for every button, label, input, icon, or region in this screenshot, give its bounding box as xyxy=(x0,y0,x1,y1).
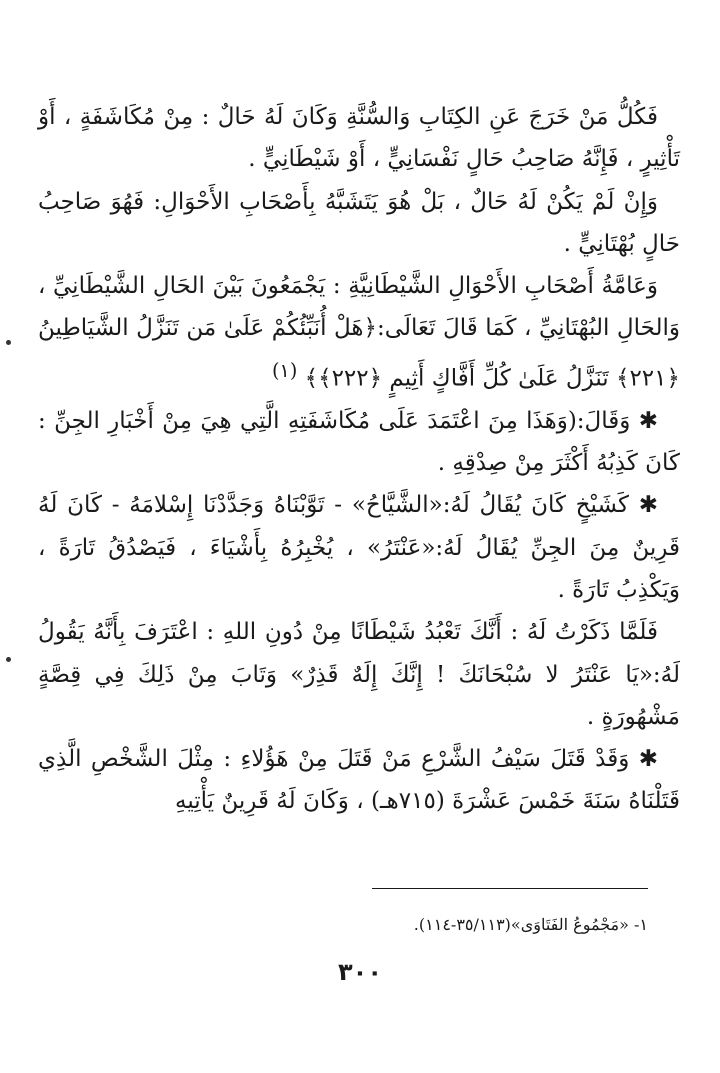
paragraph-7 xyxy=(38,738,680,823)
paragraph-4 xyxy=(38,400,680,485)
paragraph-5 xyxy=(38,484,680,611)
footnote: ١- «مَجْمُوعُ الفَتَاوَى»(٣٥/١١٣-١١٤). xyxy=(413,915,648,934)
paragraph-4-text: وَقَالَ:(وَهَذَا مِنَ اعْتَمَدَ عَلَى مُكَاشَفَتِهِ الَّتِي هِيَ مِنْ أَخْبَارِ الجِنِّ : كَانَ كَذِبُهُ أَكْثَرَ مِنْ صِدْقِهِ . xyxy=(38,407,680,477)
paragraph-6 xyxy=(38,611,680,738)
page-number: ٣٠٠ xyxy=(338,958,382,986)
paragraph-7-text: وَقَدْ قَتَلَ سَيْفُ الشَّرْعِ مَنْ قَتَلَ مِنْ هَؤُلاءِ : مِثْلَ الشَّخْصِ الَّذِي قَتَلْنَاهُ سَنَةَ خَمْسَ عَشْرَةَ (٧١٥هـ) ، وَكَانَ لَهُ قَرِينٌ يَأْتِيهِ xyxy=(38,746,680,815)
star-bullet-icon: ✱ xyxy=(638,407,659,434)
margin-mark-icon xyxy=(6,657,11,662)
footnote-marker: (١) xyxy=(272,358,298,382)
footnote-divider xyxy=(372,888,648,889)
paragraph-3 xyxy=(38,265,680,400)
paragraph-1-text: فَكُلُّ مَنْ خَرَجَ عَنِ الكِتَابِ وَالسُّنَّةِ وَكَانَ لَهُ حَالٌ : مِنْ مُكَاشَفَةٍ ، أَوْ تَأْثِيرٍ ، فَإِنَّهُ صَاحِبُ حَالٍ نَفْسَانِيٍّ ، أَوْ شَيْطَانِيٍّ . xyxy=(38,104,680,173)
paragraph-1 xyxy=(38,96,680,181)
paragraph-2-text: وَإِنْ لَمْ يَكُنْ لَهُ حَالٌ ، بَلْ هُوَ يَتَشَبَّهُ بِأَصْحَابِ الأَحْوَالِ: فَهُوَ صَاحِبُ حَالٍ بُهْتَانِيٍّ . xyxy=(38,188,680,257)
paragraph-2 xyxy=(38,181,680,266)
paragraph-6-text: فَلَمَّا ذَكَرْتُ لَهُ : أَنَّكَ تَعْبُدُ شَيْطَانًا مِنْ دُونِ اللهِ : اعْتَرَفَ بِأَنَّهُ يَقُولُ لَهُ:«يَا عَنْتَرُ لا سُبْحَانَكَ ! إِنَّكَ إِلَهٌ قَذِرٌ» وَتَابَ مِنْ ذَلِكَ فِي قِصَّةٍ مَشْهُورَةٍ . xyxy=(38,619,680,730)
main-text xyxy=(38,96,680,823)
star-bullet-icon: ✱ xyxy=(638,492,658,519)
margin-mark-icon xyxy=(6,340,11,345)
paragraph-3-text: وَعَامَّةُ أَصْحَابِ الأَحْوَالِ الشَّيْطَانِيَّةِ : يَجْمَعُونَ بَيْنَ الحَالِ الشَّيْطَانِيِّ ، وَالحَالِ البُهْتَانِيِّ ، كَمَا قَالَ تَعَالَى:﴿هَلْ أُنَبِّئُكُمْ عَلَىٰ مَن تَنَزَّلُ الشَّيَاطِينُ ﴿٢٢١﴾ تَنَزَّلُ عَلَىٰ كُلِّ أَفَّاكٍ أَثِيمٍ ﴿٢٢٢﴾﴾ xyxy=(38,273,680,392)
paragraph-5-text: كَشَيْخٍ كَانَ يُقَالُ لَهُ:«الشَّيَّاحُ» - تَوَّبْنَاهُ وَجَدَّدْنَا إِسْلامَهُ - كَانَ لَهُ قَرِينٌ مِنَ الجِنِّ يُقَالُ لَهُ:«عَنْتَرُ» ، يُخْبِرُهُ بِأَشْيَاءَ ، فَيَصْدُقُ تَارَةً ، وَيَكْذِبُ تَارَةً . xyxy=(38,492,680,603)
star-bullet-icon: ✱ xyxy=(638,746,658,773)
